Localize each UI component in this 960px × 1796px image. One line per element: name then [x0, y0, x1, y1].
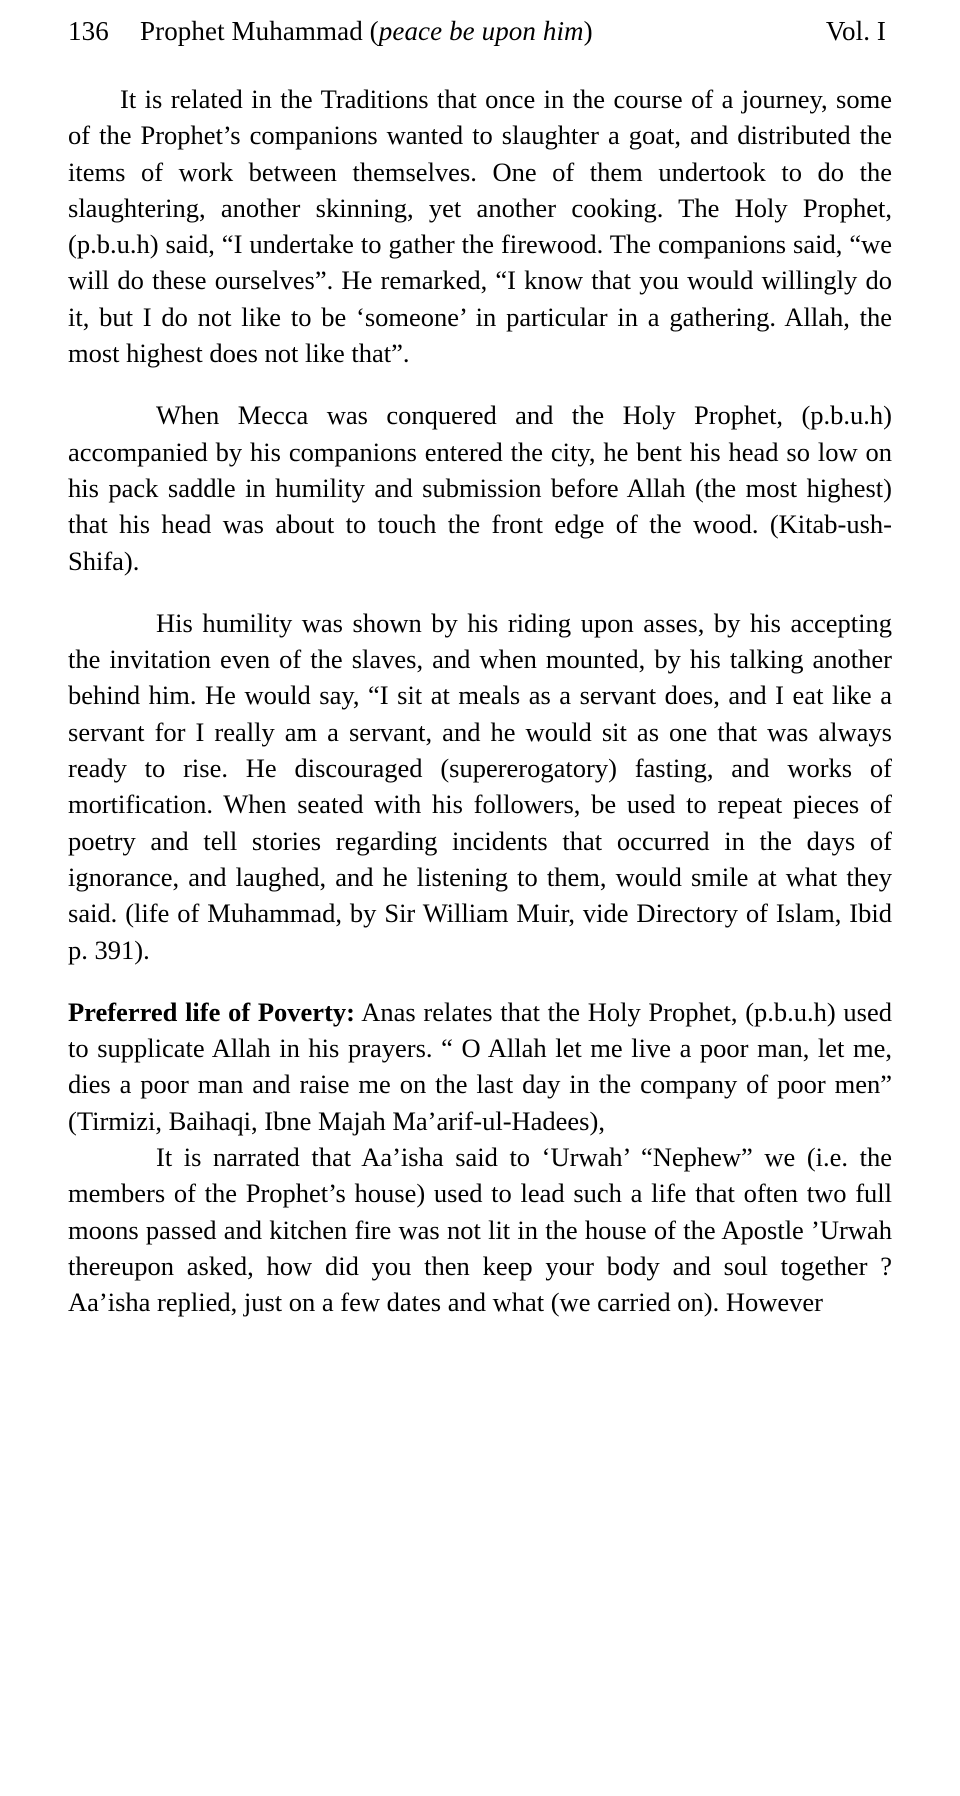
- paragraph-mecca-conquered: When Mecca was conquered and the Holy Prophet, (p.b.u.h) accompanied by his companions entered the city, he bent his head so low on his pack saddle in humility and submission before Allah (the most highest) that his head was about to touch the front edge of the wood. (Kitab-ush-Shifa).: [68, 400, 892, 576]
- paragraph-spacer: [68, 579, 892, 605]
- page-number: 136: [68, 16, 109, 46]
- volume-label: Vol. I: [825, 16, 886, 46]
- paragraph-humility-asses: His humility was shown by his riding upon asses, by his accepting the invitation even of the slaves, and when mounted, by his talking another behind him. He would say, “I sit at meals as a servant does, and I eat like a servant for I really am a servant, and he would sit as one that was always ready to rise. He discouraged (supererogatory) fasting, and works of mortification. When seated with his followers, be used to repeat pieces of poetry and tell stories regarding incidents that occurred in the days of ignorance, and laughed, and he listening to them, would smile at what they said. (life of Muhammad, by Sir William Muir, vide Directory of Islam, Ibid p. 391).: [68, 607, 892, 965]
- section-body: Anas relates that the Holy Prophet, (p.b.u.h) used to supplicate Allah in his prayers. “ O Allah let me live a poor man, let me, dies a poor man and raise me on the last day in the company of poor men” (Tirmizi, Baihaqi, Ibne Majah Ma’arif-ul-Hadees),: [68, 996, 892, 1136]
- paragraph-spacer: [68, 371, 892, 397]
- paragraph-spacer: [68, 968, 892, 994]
- paragraph-aaisha-urwah: It is narrated that Aa’isha said to ‘Urwah’ “Nephew” we (i.e. the members of the Prophet’s house) used to lead such a life that often two full moons passed and kitchen fire was not lit in the house of the Apostle ’Urwah thereupon asked, how did you then keep your body and soul together ? Aa’isha replied, just on a few dates and what (we carried on). However: [68, 1142, 892, 1318]
- paragraph-traditions-journey: It is related in the Traditions that once in the course of a journey, some of the Prophet’s companions wanted to slaughter a goat, and distributed the items of work between themselves. One of them undertook to do the slaughtering, another skinning, yet another cooking. The Holy Prophet, (p.b.u.h) said, “I undertake to gather the firewood. The companions said, “we will do these ourselves”. He remarked, “I know that you would willingly do it, but I do not like to be ‘someone’ in particular in a gathering. Allah, the most highest does not like that”.: [68, 84, 892, 369]
- paragraph-preferred-life-of-poverty: [68, 994, 892, 1139]
- body-text: [68, 81, 892, 1321]
- header-title-prefix: Prophet Muhammad (: [140, 16, 379, 46]
- running-header: [68, 16, 892, 47]
- header-title-suffix: ): [583, 16, 593, 46]
- header-title-italic: peace be upon him: [378, 16, 584, 46]
- header-title: [140, 16, 826, 47]
- section-heading: Preferred life of Poverty:: [68, 996, 355, 1027]
